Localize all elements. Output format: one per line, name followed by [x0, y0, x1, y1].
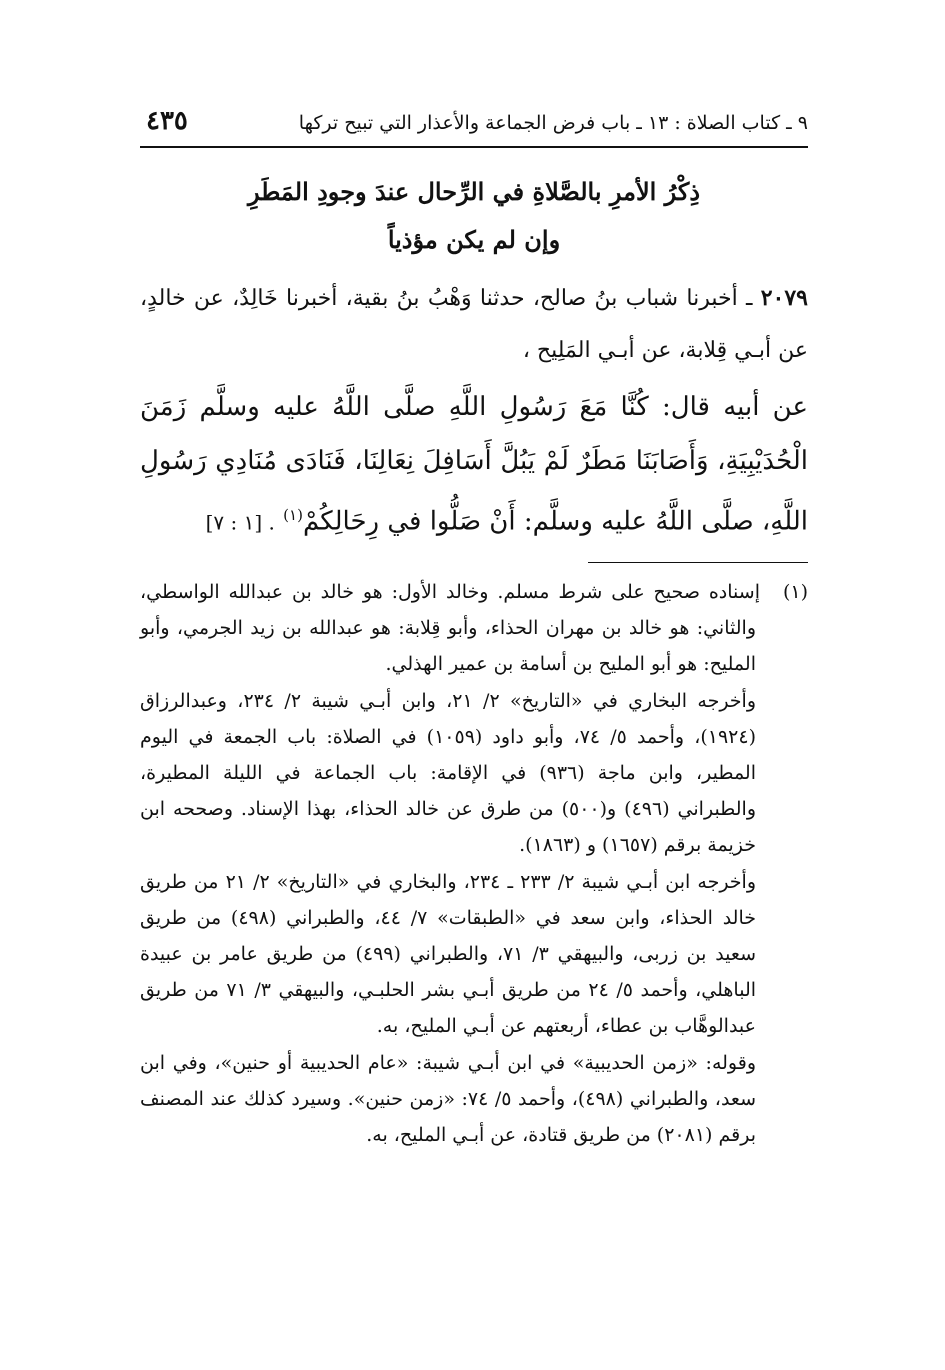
matn-text: عن أبيه قال: كُنَّا مَعَ رَسُولِ اللَّهِ صلَّى اللَّهُ عليه وسلَّم زَمَنَ الْحُدَيْبِيَةِ، وَأَصَابَنَا مَطَرٌ لَمْ يَبُلَّ أَسَافِلَ نِعَالِنَا، فَنَادَى مُنَادِي رَسُولِ اللَّهِ، صلَّى اللَّهُ عليه وسلَّم: أَنْ صَلُّوا في رِحَالِكُمْ [140, 392, 808, 537]
chapter-heading [140, 168, 808, 264]
isnad-text: ـ أخبرنا شباب بنُ صالح، حدثنا وَهْبُ بنُ بقية، أخبرنا خَالِدٌ، عن خالدٍ، عن أبـي قِلابة، عن أبـي المَلِيح ، [140, 286, 808, 363]
running-header [140, 106, 808, 148]
footnote-paragraph-2: وأخرجه البخاري في «التاريخ» ٢/ ٢١، وابن أبـي شيبة ٢/ ٢٣٤، وعبدالرزاق (١٩٢٤)، وأحمد ٥/ ٧٤، وأبو داود (١٠٥٩) في الصلاة: باب الجمعة في اليوم المطير، وابن ماجة (٩٣٦) في الإقامة: باب الجماعة في الليلة المطيرة، والطبراني (٤٩٦) و(٥٠٠) من طرق عن خالد الحذاء، بهذا الإسناد. وصححه ابن خزيمة برقم (١٦٥٧) و (١٨٦٣). [140, 689, 757, 857]
footnote-paragraph-3: وأخرجه ابن أبـي شيبة ٢/ ٢٣٣ ـ ٢٣٤، والبخاري في «التاريخ» ٢/ ٢١ من طريق خالد الحذاء، وابن سعد في «الطبقات» ٧/ ٤٤، والطبراني (٤٩٨) من طريق سعيد بن زربى، والبيهقي ٣/ ٧١، والطبراني (٤٩٩) من طريق عامر بن عبيدة الباهلي، وأحمد ٥/ ٢٤ من طريق أبـي بشر الحلبـي، والبيهقي ٣/ ٧١ من طريق عبدالوهَّاب بن عطاء، أربعتهم عن أبـي المليح، به. [140, 870, 757, 1038]
footnote-paragraph-1 [140, 574, 808, 683]
running-title: ٩ ـ كتاب الصلاة : ١٣ ـ باب فرض الجماعة والأعذار التي تبيح تركها [298, 112, 808, 134]
hadith-isnad [140, 272, 808, 377]
hadith-classification: . [١ : ٧] [205, 510, 275, 535]
chapter-heading-line-2: وإن لم يكن مؤذياً [387, 225, 561, 254]
footnotes [140, 574, 808, 1153]
page-number: ٤٣٥ [146, 106, 188, 136]
footnote-text-1: إسناده صحيح على شرط مسلم. وخالد الأول: هو خالد بن عبدالله الواسطي، والثاني: هو خالد بن مهران الحذاء، وأبو قِلابة: هو عبدالله بن زيد الجرمي، وأبو المليح: هو أبو المليح بن أسامة بن عمير الهذلي. [140, 581, 760, 676]
footnote-marker: (١) [782, 581, 808, 603]
footnote-paragraph-4: وقوله: «زمن الحديبية» في ابن أبـي شيبة: «عام الحديبية أو حنين»، وفي ابن سعد، والطبراني (٤٩٨)، وأحمد ٥/ ٧٤: «زمن حنين». وسيرد كذلك عند المصنف برقم (٢٠٨١) من طريق قتادة، عن أبـي المليح، به. [140, 1051, 756, 1147]
footnote-reference: (١) [283, 506, 303, 524]
footnote-separator [588, 562, 808, 563]
chapter-heading-line-1: ذِكْرُ الأمرِ بالصَّلاةِ في الرِّحال عندَ وجودِ المَطَرِ [247, 177, 701, 206]
hadith-matn [140, 380, 808, 550]
hadith-number: ٢٠٧٩ [760, 285, 808, 311]
